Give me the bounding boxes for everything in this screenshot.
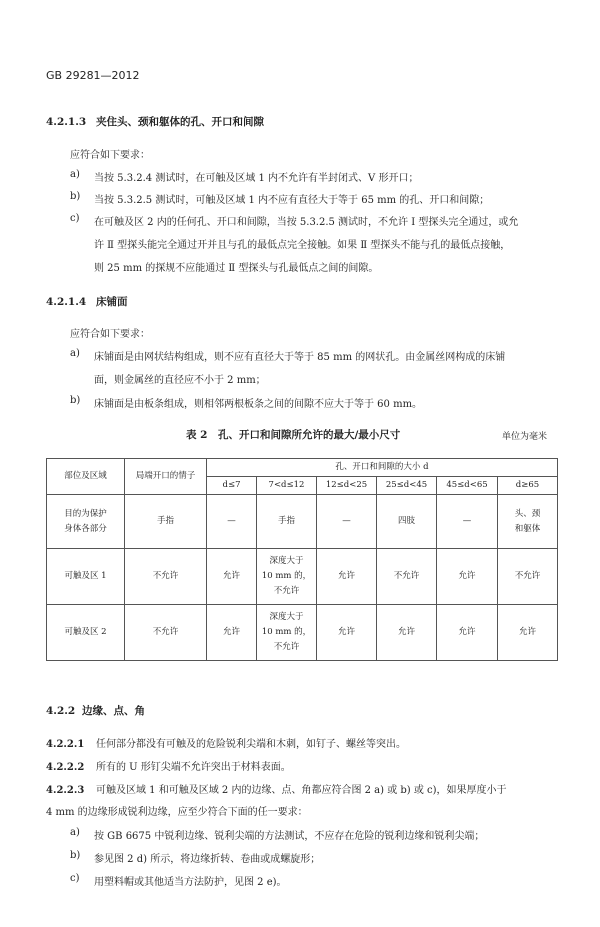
table-cell: 允许 bbox=[317, 605, 377, 661]
table-cell: 手指 bbox=[257, 495, 317, 549]
section-number: 4.2.1.4 bbox=[46, 296, 87, 308]
table-row bbox=[47, 549, 558, 605]
col-head: 7<d≤12 bbox=[257, 477, 317, 495]
clause-text: 可触及区域 1 和可触及区域 2 内的边缘、点、角都应符合图 2 a) 或 b) 或 c)，如果厚度小于 bbox=[96, 785, 507, 796]
table-cell: 允许 bbox=[207, 605, 257, 661]
clause-text: 任何部分都没有可触及的危险锐利尖端和木刺，如钉子、螺丝等突出。 bbox=[96, 739, 406, 750]
table-cell: — bbox=[437, 495, 498, 549]
table-cell: — bbox=[207, 495, 257, 549]
item-text: 参见图 2 d) 所示，将边缘折转、卷曲或成螺旋形； bbox=[94, 854, 321, 865]
header-size-group: 孔、开口和间隙的大小 d bbox=[207, 459, 558, 477]
item-label: a) bbox=[70, 348, 80, 359]
section-title: 床铺面 bbox=[96, 296, 128, 308]
section-number: 4.2.1.3 bbox=[46, 116, 87, 128]
item-label: b) bbox=[70, 395, 81, 406]
clause-number: 4.2.2.3 bbox=[46, 785, 85, 796]
header-probe: 局端开口的情子 bbox=[125, 459, 207, 495]
table-cell: 四肢 bbox=[377, 495, 437, 549]
standard-header: GB 29281—2012 bbox=[46, 69, 140, 82]
row-probe: 不允许 bbox=[125, 605, 207, 661]
item-text: 则 25 mm 的探规不应能通过 Ⅱ 型探头与孔最低点之间的间隙。 bbox=[94, 263, 379, 274]
section-heading-422 bbox=[46, 703, 145, 718]
dimension-table bbox=[46, 458, 558, 661]
row-area: 可触及区 1 bbox=[47, 549, 125, 605]
table-cell: 头、颈 和躯体 bbox=[498, 495, 558, 549]
section-intro: 应符合如下要求： bbox=[70, 329, 150, 340]
section-heading-4213 bbox=[46, 114, 264, 129]
item-label: c) bbox=[70, 213, 80, 224]
item-label: c) bbox=[70, 873, 80, 884]
col-head: 25≤d<45 bbox=[377, 477, 437, 495]
table-cell: 允许 bbox=[437, 549, 498, 605]
item-text: 面，则金属丝的直径应不小于 2 mm； bbox=[94, 375, 266, 386]
table-cell: 深度大于 10 mm 的， 不允许 bbox=[257, 549, 317, 605]
item-text: 当按 5.3.2.4 测试时，在可触及区域 1 内不允许有半封闭式、V 形开口； bbox=[94, 173, 419, 184]
clause-4223 bbox=[46, 781, 507, 796]
clause-4222 bbox=[46, 758, 291, 773]
table-cell: 深度大于 10 mm 的， 不允许 bbox=[257, 605, 317, 661]
table-cell: — bbox=[317, 495, 377, 549]
section-heading-4214 bbox=[46, 294, 128, 309]
clause-number: 4.2.2.2 bbox=[46, 762, 85, 773]
header-area: 部位及区域 bbox=[47, 459, 125, 495]
table-cell: 允许 bbox=[377, 605, 437, 661]
section-intro: 应符合如下要求： bbox=[70, 150, 150, 161]
table-unit: 单位为毫米 bbox=[502, 432, 548, 442]
table-cell: 允许 bbox=[317, 549, 377, 605]
item-text: 床铺面是由网状结构组成，则不应有直径大于等于 85 mm 的网状孔。由金属丝网构成的床铺 bbox=[94, 352, 506, 363]
item-text: 床铺面是由板条组成，则相邻两根板条之间的间隙不应大于等于 60 mm。 bbox=[94, 399, 423, 410]
table-row bbox=[47, 605, 558, 661]
col-head: 12≤d<25 bbox=[317, 477, 377, 495]
item-text: 按 GB 6675 中锐利边缘、锐利尖端的方法测试，不应存在危险的锐利边缘和锐利尖端； bbox=[94, 831, 485, 842]
row-area: 目的为保护 身体各部分 bbox=[47, 495, 125, 549]
col-head: d≥65 bbox=[498, 477, 558, 495]
section-number: 4.2.2 bbox=[46, 705, 76, 717]
item-label: a) bbox=[70, 827, 80, 838]
item-label: b) bbox=[70, 191, 81, 202]
section-title: 边缘、点、角 bbox=[82, 705, 145, 717]
clause-number: 4.2.2.1 bbox=[46, 739, 85, 750]
clause-4221 bbox=[46, 735, 406, 750]
item-text: 在可触及区 2 内的任何孔、开口和间隙，当按 5.3.2.5 测试时，不允许 Ⅰ 型探头完全通过，或允 bbox=[94, 217, 519, 228]
table-cell: 不允许 bbox=[377, 549, 437, 605]
item-label: a) bbox=[70, 169, 80, 180]
item-text: 当按 5.3.2.5 测试时，可触及区域 1 内不应有直径大于等于 65 mm 的孔、开口和间隙； bbox=[94, 195, 490, 206]
table-row bbox=[47, 495, 558, 549]
table-cell: 允许 bbox=[437, 605, 498, 661]
col-head: 45≤d<65 bbox=[437, 477, 498, 495]
table-cell: 允许 bbox=[498, 605, 558, 661]
item-text: 用塑料帽或其他适当方法防护，见图 2 e)。 bbox=[94, 877, 287, 888]
table-cell: 允许 bbox=[207, 549, 257, 605]
clause-text: 4 mm 的边缘形成锐利边缘，应至少符合下面的任一要求： bbox=[46, 807, 308, 818]
row-probe: 手指 bbox=[125, 495, 207, 549]
item-label: b) bbox=[70, 850, 81, 861]
table-caption: 表 2 孔、开口和间隙所允许的最大/最小尺寸 bbox=[186, 429, 401, 441]
col-head: d≤7 bbox=[207, 477, 257, 495]
clause-text: 所有的 U 形钉尖端不允许突出于材料表面。 bbox=[96, 762, 291, 773]
section-title: 夹住头、颈和躯体的孔、开口和间隙 bbox=[96, 116, 264, 128]
row-area: 可触及区 2 bbox=[47, 605, 125, 661]
row-probe: 不允许 bbox=[125, 549, 207, 605]
table-cell: 不允许 bbox=[498, 549, 558, 605]
item-text: 许 Ⅱ 型探头能完全通过开并且与孔的最低点完全接触。如果 Ⅱ 型探头不能与孔的最低点接触， bbox=[94, 240, 511, 251]
